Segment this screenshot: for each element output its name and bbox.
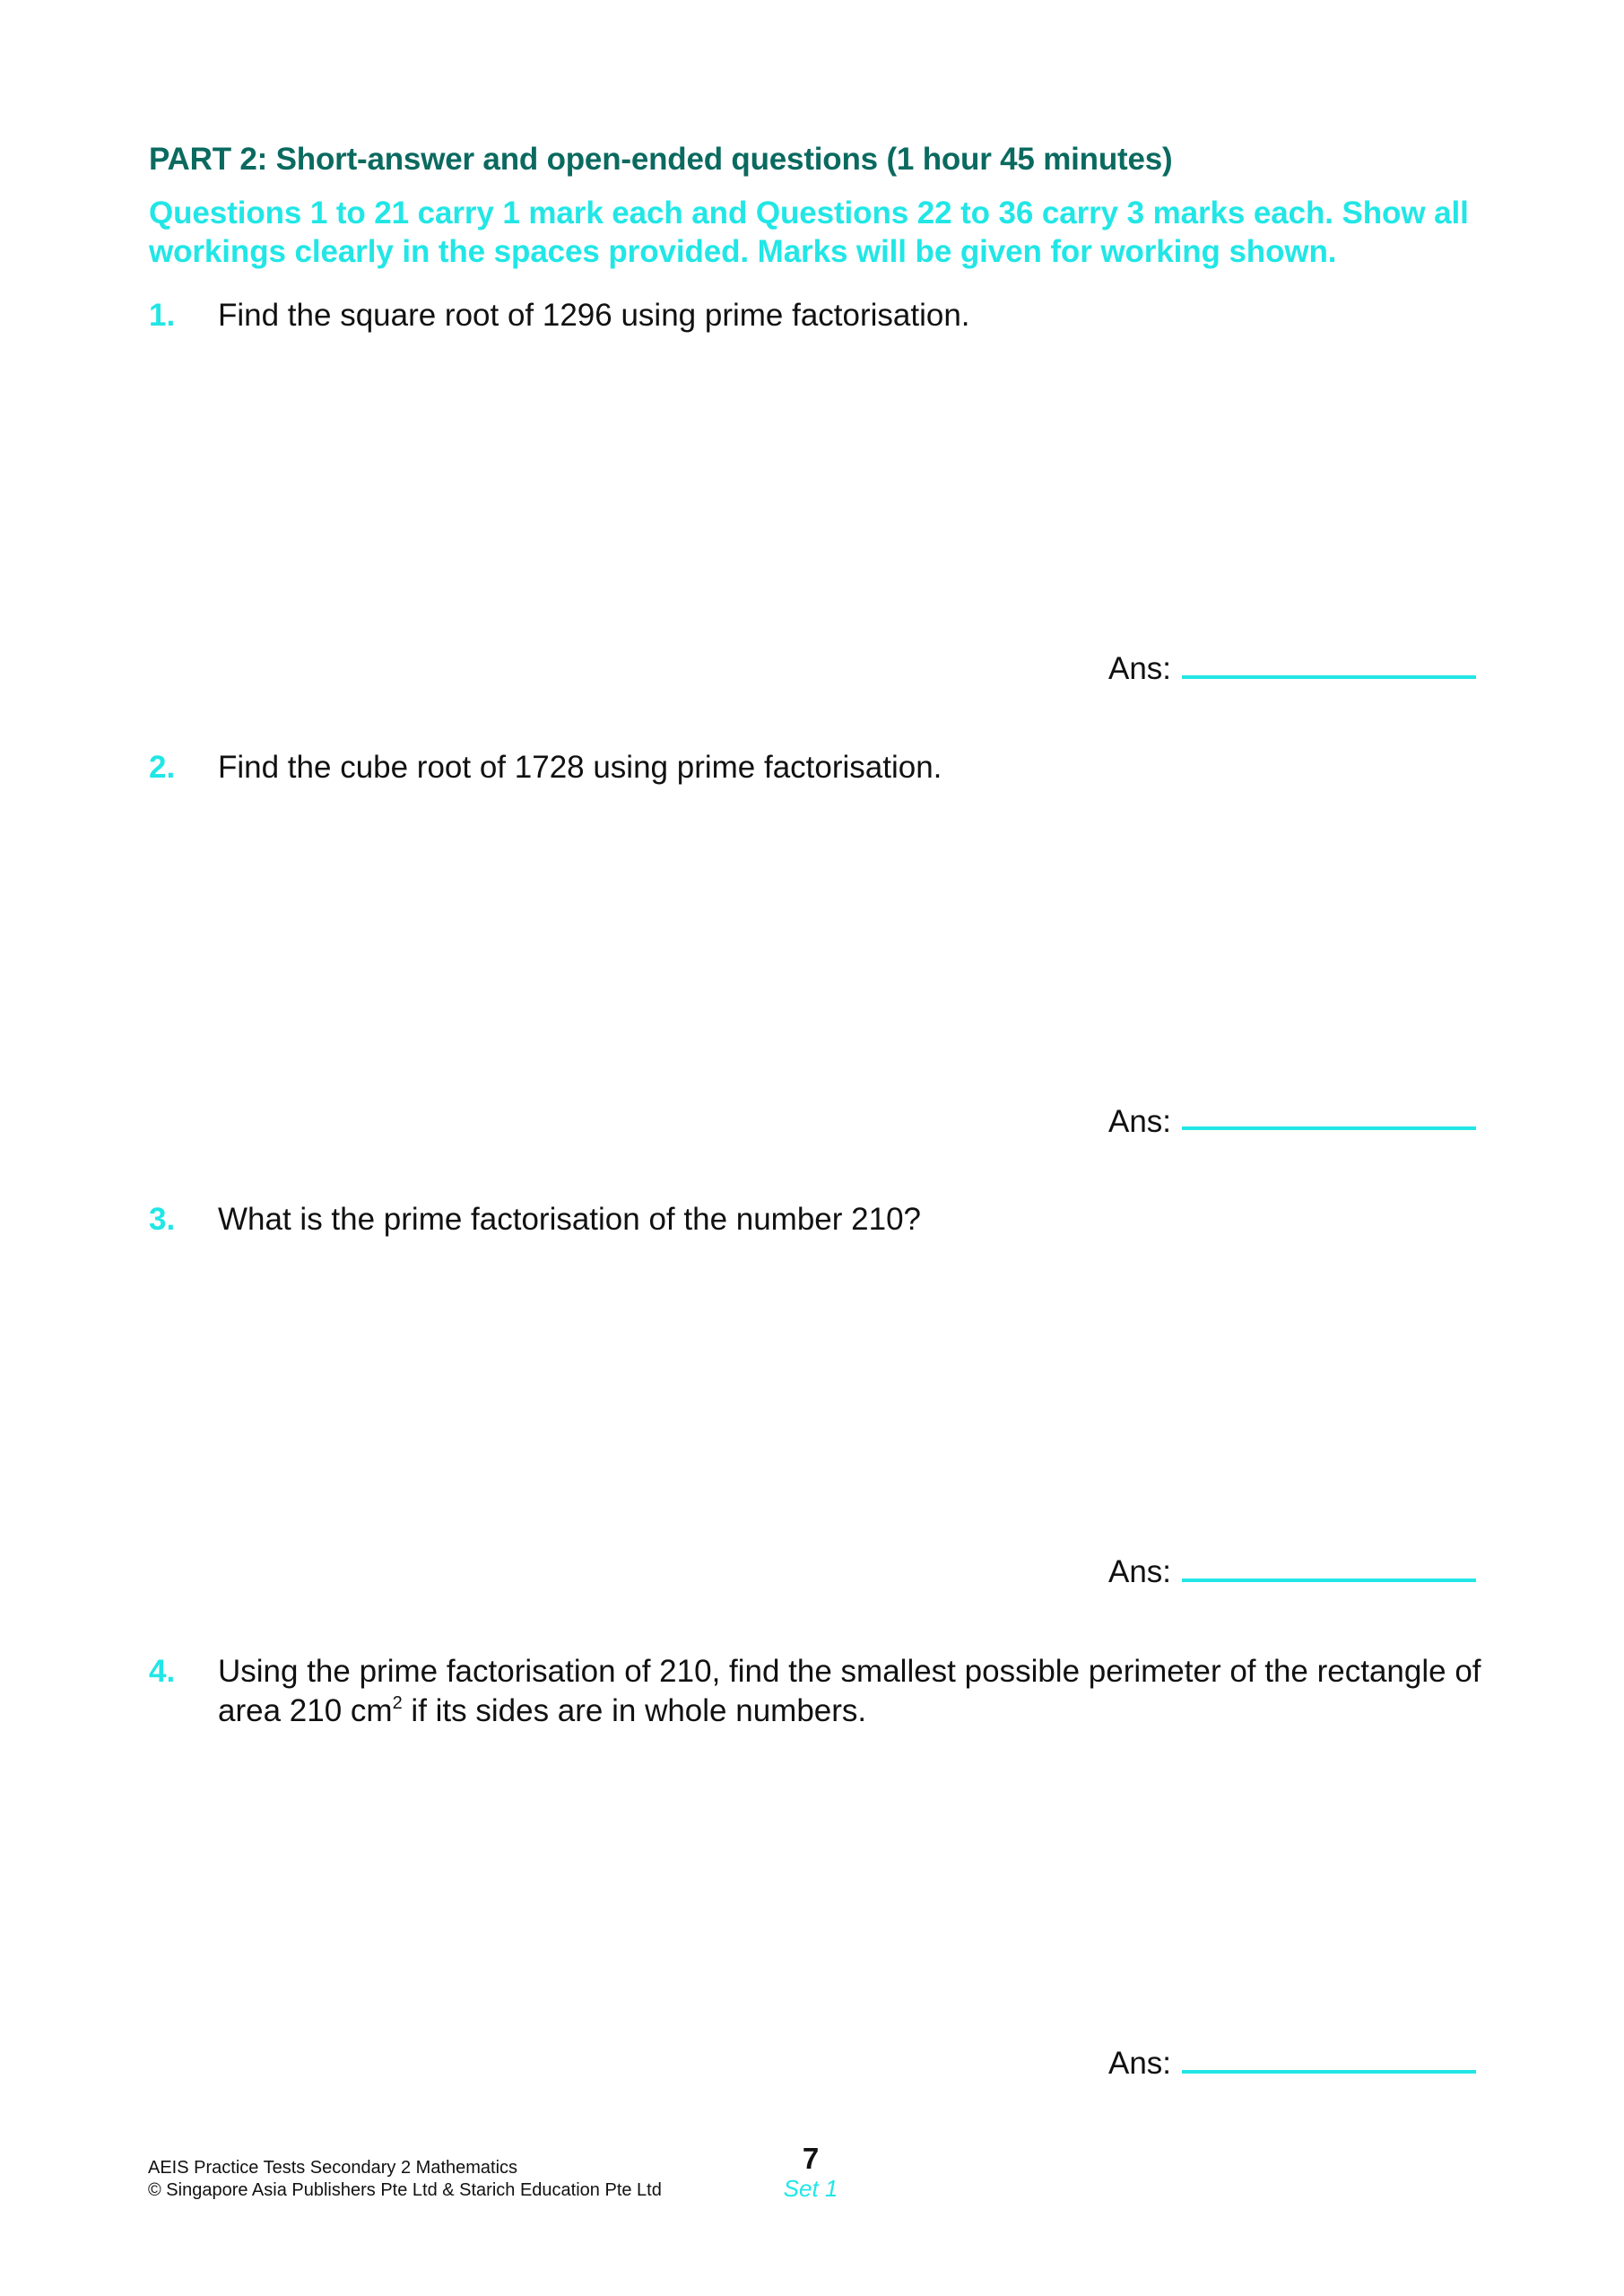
question-3-text: What is the prime factorisation of the number 210? (218, 1202, 922, 1237)
page-number: 7 (802, 2142, 820, 2175)
instructions: Questions 1 to 21 carry 1 mark each and Questions 22 to 36 carry 3 marks each. Show all workings clearly in the spaces provided. Marks will be given for working shown. (149, 196, 1469, 269)
question-1-text: Find the square root of 1296 using prime factorisation. (218, 298, 970, 333)
question-1-number: 1. (149, 298, 176, 333)
question-4-text (218, 1652, 1482, 1731)
superscript-squared: 2 (392, 1693, 403, 1713)
question-3-answer-label: Ans: (1108, 1554, 1172, 1589)
set-label: Set 1 (783, 2175, 838, 2202)
question-1-answer-line[interactable] (1182, 675, 1476, 679)
question-4-answer-line[interactable] (1182, 2070, 1476, 2074)
question-4-text-main: Using the prime factorisation of 210, find the smallest possible perimeter of the rectangle of area 210 cm (218, 1654, 1481, 1728)
question-2-answer-label: Ans: (1108, 1104, 1172, 1139)
footer-book-title: AEIS Practice Tests Secondary 2 Mathematics (148, 2158, 518, 2178)
footer-copyright: © Singapore Asia Publishers Pte Ltd & Starich Education Pte Ltd (148, 2180, 662, 2200)
question-2-number: 2. (149, 750, 176, 785)
question-3-answer-line[interactable] (1182, 1578, 1476, 1582)
question-4-answer-label: Ans: (1108, 2046, 1172, 2081)
question-4-text-tail: if its sides are in whole numbers. (402, 1693, 867, 1728)
question-4-number: 4. (149, 1654, 176, 1689)
question-2-answer-line[interactable] (1182, 1126, 1476, 1130)
question-2-text: Find the cube root of 1728 using prime factorisation. (218, 750, 942, 785)
part-heading: PART 2: Short-answer and open-ended questions (1 hour 45 minutes) (149, 142, 1173, 177)
question-1-answer-label: Ans: (1108, 651, 1172, 686)
question-3-number: 3. (149, 1202, 176, 1237)
